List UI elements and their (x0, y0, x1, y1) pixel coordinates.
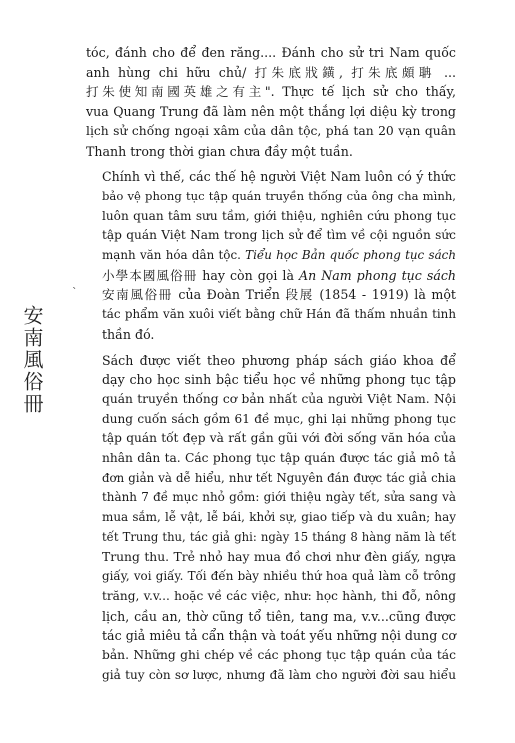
text-line: 打朱使知南國英雄之有主". Thực tế lịch sử cho thấy, (86, 84, 456, 100)
text-line: Thanh trong thời gian chưa đầy một tuần. (86, 143, 353, 159)
text-line: luôn quan tâm sưu tầm, giới thiệu, nghiên cứu phong tục (102, 208, 456, 223)
text-line: dung cuốn sách gồm 61 đề mục, ghi lại những phong tục (102, 411, 456, 426)
text-fragment: mạnh văn hóa dân tộc. (102, 248, 241, 263)
text-line: Trung thu. Trẻ nhỏ hay mua đồ chơi như đèn giấy, ngựa (102, 549, 456, 564)
text-line (86, 246, 456, 266)
text-line: thần đó. (102, 326, 155, 342)
side-running-title: 安南風俗冊 (20, 305, 44, 415)
text-line: bản. Những ghi chép về các phong tục tập quán của tác (102, 648, 456, 663)
text-line: đơn giản và dễ hiểu, như tết Nguyên đán được tác giả chia (102, 470, 456, 485)
body-text (86, 43, 456, 686)
text-line: bảo vệ phong tục tập quán truyền thống của ông cha mình, (102, 188, 456, 203)
text-line: mua sắm, lễ vật, lễ bái, khởi sự, giao tiếp và du xuân; hay (102, 510, 456, 525)
text-line: giấy, voi giấy. Tối đến bày nhiều thứ hoa quả làm cỗ trông (102, 569, 456, 584)
text-line: tác giả miêu tả cẩn thận và toát yếu những nội dung cơ (102, 628, 456, 644)
text-line: giả tuy còn sơ lược, nhưng đã làm cho người đời sau hiểu (102, 667, 456, 682)
text-fragment: 小學本國風俗冊 hay còn gọi là (102, 267, 294, 283)
text-line: Sách được viết theo phương pháp sách giáo khoa để (102, 352, 456, 368)
text-line: nhân dân ta. Các phong tục tập quán được tác giả mô tả (102, 451, 456, 466)
book-title-italic: Tiểu học Bản quốc phong tục sách (245, 248, 457, 263)
text-line: Chính vì thế, các thế hệ người Việt Nam luôn có ý thức (102, 169, 456, 185)
text-line: tác phẩm văn xuôi viết bằng chữ Hán đã thấm nhuần tinh (102, 307, 456, 322)
text-line: thành 7 đề mục nhỏ gồm: giới thiệu ngày tết, sửa sang và (102, 490, 456, 505)
text-line: tết Trung thu, tác giả ghi: ngày 15 tháng 8 hàng năm là tết (102, 529, 456, 544)
text-line: vua Quang Trung đã làm nên một thắng lợi diệu kỳ trong (86, 104, 456, 120)
text-line: anh hùng chi hữu chủ/ 打朱底戕鐄, 打朱底頗聃 ... (86, 64, 456, 80)
margin-mark: ` (72, 286, 78, 299)
text-line: 安南風俗冊 của Đoàn Triển 段展 (1854 - 1919) là một (102, 287, 456, 303)
text-line: tập quán tốt đẹp và rất gần gũi với đời sống văn hóa của (102, 431, 456, 446)
text-line (86, 266, 456, 286)
text-line: lịch, cầu an, thờ cũng tổ tiên, tang ma, v.v...cũng được (102, 608, 456, 624)
paragraph-1 (86, 43, 456, 161)
text-line: dạy cho học sinh bậc tiểu học về những phong tục tập (102, 372, 456, 388)
paragraph-2 (86, 167, 456, 344)
text-line: trăng, v.v... hoặc về các việc, như: học hành, thi đỗ, nông (102, 588, 456, 603)
text-line: lịch sử chống ngoại xâm của dân tộc, phá tan 20 vạn quân (86, 123, 456, 138)
text-line: tập quán Việt Nam trong lịch sử để tìm về cội nguồn sức (102, 228, 456, 243)
book-title-italic: An Nam phong tục sách (298, 267, 456, 283)
text-line: tóc, đánh cho để đen răng.... Đánh cho sử tri Nam quốc (86, 45, 456, 60)
text-line: quán truyền thống cơ bản nhất của người Việt Nam. Nội (102, 391, 456, 406)
paragraph-3 (86, 351, 456, 686)
